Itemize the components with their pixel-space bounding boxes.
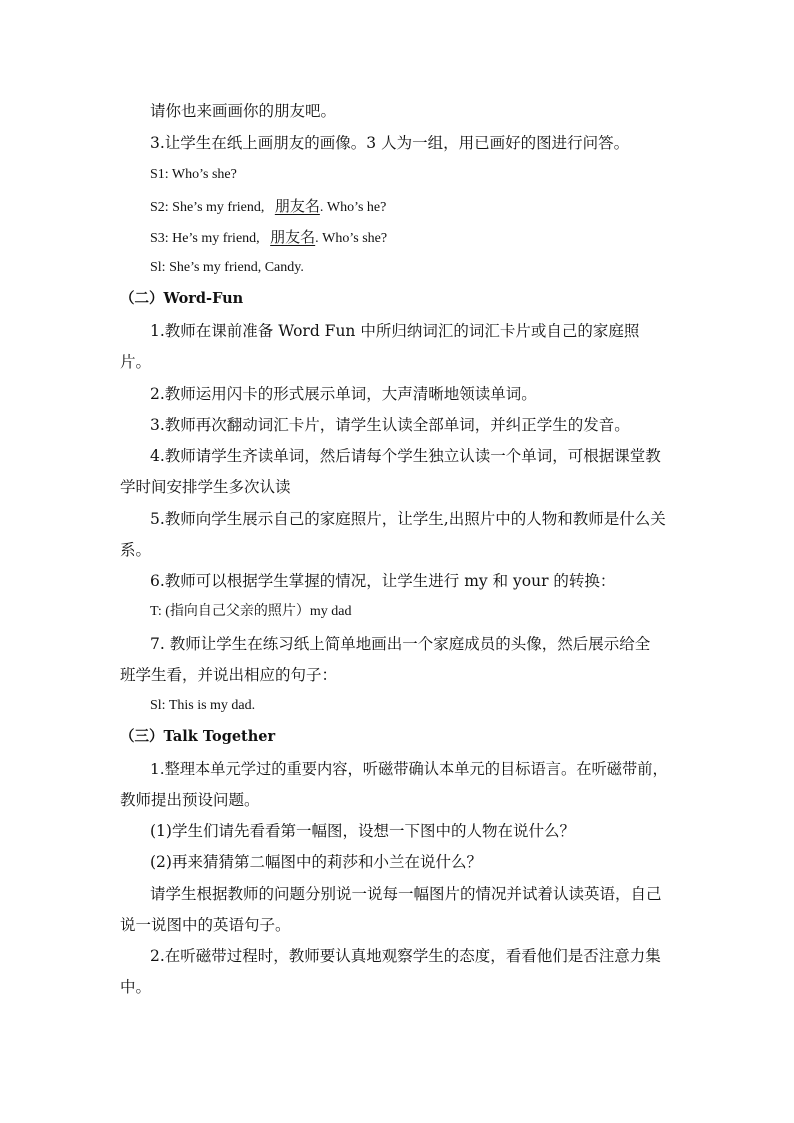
dialogue-line: Sl: She’s my friend, Candy. (150, 260, 304, 275)
text-line: 3.让学生在纸上画朋友的画像。3 人为一组，用已画好的图进行问答。 (150, 134, 630, 152)
dialogue-line: S1: Who’s she? (150, 167, 237, 182)
text-line: (2)再来猜猜第二幅图中的莉莎和小兰在说什么？ (150, 853, 482, 871)
text-line: 2.教师运用闪卡的形式展示单词，大声清晰地领读单词。 (150, 385, 537, 403)
text-line: 3.教师再次翻动词汇卡片，请学生认读全部单词，并纠正学生的发音。 (150, 416, 630, 434)
section-heading: （二）Word-Fun (120, 290, 244, 307)
dialogue-line: Sl: This is my dad. (150, 698, 256, 713)
dialogue-text: S3: He’s my friend, (150, 231, 260, 246)
text-line: 学时间安排学生多次认读 (120, 478, 291, 496)
dialogue-line (150, 196, 386, 218)
text-line: 2.在听磁带过程时，教师要认真地观察学生的态度，看看他们是否注意力集 (150, 947, 661, 965)
section-heading: （三）Talk Together (120, 728, 276, 745)
friend-name-blank: 朋友名 (274, 197, 320, 215)
text-line: 4.教师请学生齐读单词，然后请每个学生独立认读一个单词，可根据课堂教 (150, 447, 661, 465)
text-line: 班学生看，并说出相应的句子： (120, 666, 338, 684)
dialogue-line: T: (指向自己父亲的照片）my dad (150, 604, 352, 619)
text-line: 7. 教师让学生在练习纸上简单地画出一个家庭成员的头像，然后展示给全 (150, 635, 651, 653)
dialogue-text: . Who’s she? (315, 231, 388, 246)
text-line: (1)学生们请先看看第一幅图，设想一下图中的人物在说什么？ (150, 822, 575, 840)
text-line: 系。 (120, 541, 152, 559)
text-line: 请学生根据教师的问题分别说一说每一幅图片的情况并试着认读英语，自己 (150, 885, 662, 903)
text-line: 5.教师向学生展示自己的家庭照片，让学生,出照片中的人物和教师是什么关 (150, 510, 666, 528)
friend-name-blank: 朋友名 (270, 228, 316, 246)
dialogue-text: . Who’s he? (319, 200, 387, 215)
text-line: 1.整理本单元学过的重要内容，听磁带确认本单元的目标语言。在听磁带前， (150, 760, 668, 778)
text-line: 1.教师在课前准备 Word Fun 中所归纳词汇的词汇卡片或自己的家庭照 (150, 322, 640, 340)
dialogue-line (150, 227, 387, 249)
text-line: 中。 (120, 978, 152, 996)
text-line: 请你也来画画你的朋友吧。 (150, 102, 337, 120)
dialogue-text: S2: She’s my friend, (150, 200, 265, 215)
text-line: 片。 (120, 353, 152, 371)
text-line: 6.教师可以根据学生掌握的情况，让学生进行 my 和 your 的转换： (150, 572, 616, 590)
text-line: 教师提出预设问题。 (120, 791, 260, 809)
text-line: 说一说图中的英语句子。 (120, 916, 291, 934)
